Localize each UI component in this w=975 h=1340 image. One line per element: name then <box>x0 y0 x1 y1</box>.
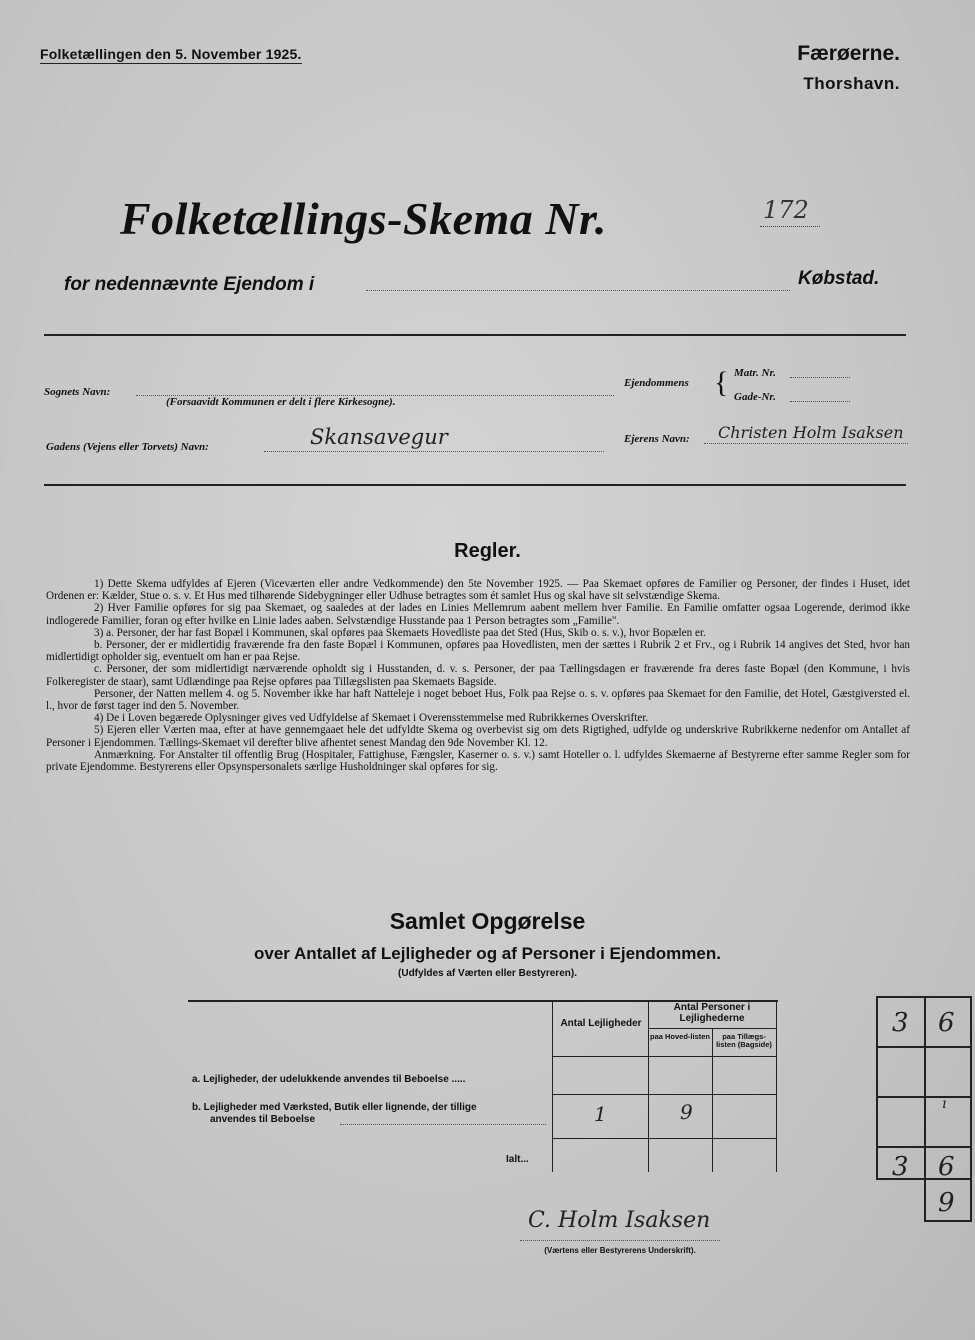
mixed-use-main-list-value: 9 <box>680 1100 693 1124</box>
side-box-border <box>876 996 878 1178</box>
side-box-border <box>924 996 926 1222</box>
table-row-line <box>552 1094 776 1095</box>
table-col-divider <box>776 1000 777 1172</box>
matr-nr-dotted-line <box>790 377 850 378</box>
property-label: Ejendommens <box>624 377 689 389</box>
property-subtitle: for nedennævnte Ejendom i <box>64 274 315 295</box>
rule-paragraph: 3) a. Personer, der har fast Bopæl i Kommunen, skal opføres paa Skemaets Hovedliste paa det Sted (Hus, Skib o. s. v.), hvor Bopælen er. <box>94 626 706 639</box>
form-number-underline <box>760 226 820 227</box>
owner-name-dotted-line <box>704 443 908 444</box>
gade-nr-label: Gade-Nr. <box>734 391 776 403</box>
rule-paragraph: 4) De i Loven begærede Oplysninger gives ved Udfyldelse af Skemaet i Overensstemmelse med Rubrikkernes Overskrifter. <box>94 712 649 725</box>
rule-paragraph: Personer, der Natten mellem 4. og 5. November ikke har haft Natteleje i noget beboet Hus, Folk paa Rejse o. s. v. opføres paa Skemaet for den Familie, det Hotel, Gæstgiversted el. l., hvor de først tager ind den 5. November. <box>46 687 910 713</box>
side-box-border <box>970 996 972 1222</box>
side-value: 9 <box>938 1188 955 1218</box>
street-name-dotted-line <box>264 451 604 452</box>
summary-title: Samlet Opgørelse <box>389 908 586 934</box>
side-value: 3 <box>892 1152 909 1182</box>
rule-paragraph: c. Personer, der som midlertidigt nærværende opholdt sig i Husstanden, d. v. s. Personer, der paa Tællingsdagen er fraværende fra deres faste Bopæl (den Kommune, i hvis Folkeregister de staar), samt Udlændinge paa Rejse opføres paa Tillægslisten paa Skemaets Bagside. <box>46 663 910 688</box>
table-header-line <box>552 1056 776 1057</box>
town-type-label: Købstad. <box>798 268 880 289</box>
top-divider <box>44 334 906 336</box>
fields-divider <box>44 484 906 486</box>
row-label-mixed-use-cont: anvendes til Beboelse <box>210 1114 316 1125</box>
rule-note: Anmærkning. For Anstalter til offentlig Brug (Hospitaler, Fattighuse, Fængsler, Kaserner o. s. v.) samt Hoteller o. l. udfyldes Skemaerne af Bestyrerne efter samme Regler som for private Ejendomme. Bestyrerens eller Opsynspersonalets særlige Husholdninger skal opføres for sig. <box>46 748 910 774</box>
table-row-line <box>552 1138 776 1139</box>
signature-label: (Værtens eller Bestyrerens Underskrift). <box>544 1246 696 1255</box>
side-box-line <box>876 1046 972 1048</box>
side-box-line <box>876 1096 972 1098</box>
summary-table <box>188 1000 778 1170</box>
brace-icon: { <box>714 366 729 399</box>
region-header: Færøerne. <box>797 42 900 65</box>
table-col-divider <box>648 1000 649 1172</box>
owner-name-label: Ejerens Navn: <box>624 433 690 445</box>
side-value: 6 <box>938 1008 955 1038</box>
col-header-apartments: Antal Lejligheder <box>560 1018 642 1029</box>
side-value: 3 <box>892 1008 909 1038</box>
rules-text <box>46 578 910 773</box>
form-title: Folketællings-Skema Nr. <box>120 193 607 244</box>
table-col-divider <box>712 1028 713 1172</box>
col-header-supplement-list: paa Tillægs-listen (Bagside) <box>716 1032 772 1049</box>
mixed-use-apartments-value: 1 <box>594 1102 607 1126</box>
side-value: ı <box>942 1096 947 1112</box>
town-header: Thorshavn. <box>803 74 900 93</box>
property-dotted-line <box>366 290 790 291</box>
side-value: 6 <box>938 1152 955 1182</box>
street-name-value: Skansavegur <box>310 425 448 449</box>
rule-paragraph: 1) Dette Skema udfyldes af Ejeren (Viceværten eller andre Vedkommende) den 5te November 1925. — Paa Skemaet opføres de Familier og Personer, der findes i Huset, idet Ordenen er: Kælder, Stue o. s. v. Et Hus med tilhørende Sidebygninger eller Udhuse betragtes som ét samlet Hus og skal have sit selvstændige Skema. <box>46 578 910 603</box>
owner-name-value: Christen Holm Isaksen <box>718 423 904 442</box>
table-subheader-line <box>648 1028 776 1029</box>
signature-line <box>520 1240 720 1241</box>
col-header-main-list: paa Hoved-listen <box>650 1032 711 1041</box>
matr-nr-label: Matr. Nr. <box>734 367 776 379</box>
table-col-divider <box>552 1000 553 1172</box>
summary-note: (Udfyldes af Værten eller Bestyreren). <box>398 968 577 979</box>
census-date-header: Folketællingen den 5. November 1925. <box>40 46 302 62</box>
row-label-residential: a. Lejligheder, der udelukkende anvendes til Beboelse ..... <box>192 1074 466 1085</box>
signature-value: C. Holm Isaksen <box>528 1208 711 1233</box>
side-box-line <box>876 1146 972 1148</box>
side-box-line <box>876 1178 972 1180</box>
street-name-label: Gadens (Vejens eller Torvets) Navn: <box>46 441 209 453</box>
parish-label: Sognets Navn: <box>44 386 111 398</box>
side-tally-box <box>876 996 972 1222</box>
row-label-mixed-use: b. Lejligheder med Værksted, Butik eller lignende, der tillige <box>192 1102 477 1113</box>
row-label-total: Ialt... <box>506 1154 529 1165</box>
col-header-persons: Antal Personer i Lejlighederne <box>673 1002 751 1024</box>
parish-note: (Forsaavidt Kommunen er delt i flere Kirkesogne). <box>166 396 396 408</box>
rule-paragraph: 2) Hver Familie opføres for sig paa Skemaet, og saaledes at der lades en Linies Mellemrum aabent mellem hver Familie. En Familie omfatter ogsaa Logerende, derimod ikke indlogerede Familier, foran og efter hvilke en Linie lades aaben. Selvstændige Husstande paa 1 Person betragtes som „Familie". <box>46 602 910 627</box>
form-number-handwritten: 172 <box>763 196 809 224</box>
side-box-line <box>876 996 972 998</box>
gade-nr-dotted-line <box>790 401 850 402</box>
rules-title: Regler. <box>454 540 521 562</box>
rule-paragraph: b. Personer, der er midlertidig fraværende fra den faste Bopæl i Kommunen, opføres paa Hovedlisten, men der sættes i Rubrik 2 et Frv., og i Rubrik 14 angives det Sted, hvor han midlertidigt opholder sig, eventuelt om han er paa Rejse. <box>46 639 910 664</box>
row-dotted-leader <box>340 1124 546 1125</box>
summary-subtitle: over Antallet af Lejligheder og af Personer i Ejendommen. <box>254 944 721 963</box>
rule-paragraph: 5) Ejeren eller Værten maa, efter at have gennemgaaet hele det udfyldte Skema og overbevist sig om dets Rigtighed, udfylde og underskrive Rubrikkerne nedenfor om Antallet af Personer i Ejendommen. Tællings-Skemaet vil derefter blive afhentet senest Mandag den 9de November Kl. 12. <box>46 724 910 749</box>
side-box-line <box>924 1220 972 1222</box>
